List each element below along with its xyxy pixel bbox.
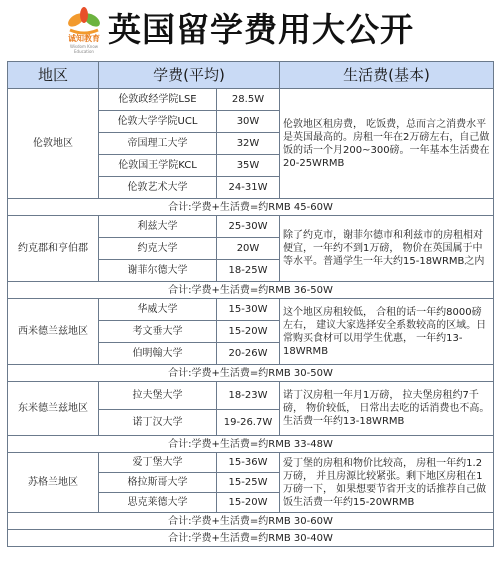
region-cell: 约克郡和亨伯郡: [8, 216, 99, 282]
final-total-row: [8, 530, 494, 547]
tuition-cell: 25-30W: [217, 216, 280, 238]
tuition-cell: 18-25W: [217, 260, 280, 282]
university-cell: 诺丁汉大学: [99, 410, 217, 436]
tuition-cell: 20-26W: [217, 343, 280, 365]
column-header-living: 生活费(基本): [280, 62, 494, 89]
tuition-cell: 15-20W: [217, 321, 280, 343]
tuition-cell: 15-20W: [217, 493, 280, 513]
total-cell: 合计:学费+生活费=约RMB 36-50W: [8, 282, 494, 299]
living-cost-cell: 爱丁堡的房租和物价比较高， 房租一年约1.2万磅， 并且房源比较紧张。剩下地区房租在1万磅一下， 如果想要节省开支的话推荐自己做饭生活费一年约15-20WRMB: [280, 453, 494, 513]
university-cell: 谢菲尔德大学: [99, 260, 217, 282]
region-cell: 苏格兰地区: [8, 453, 99, 513]
region-cell: 西米德兰兹地区: [8, 299, 99, 365]
university-cell: 约克大学: [99, 238, 217, 260]
tuition-cell: 24-31W: [217, 177, 280, 199]
total-cell: 合计:学费+生活费=约RMB 30-50W: [8, 365, 494, 382]
living-cost-cell: 伦敦地区租房费， 吃饭费，总而言之消费水平是英国最高的。房租一年在2万磅左右，自己做饭的话一个月200~300磅。一年基本生活费在20-25WRMB: [280, 89, 494, 199]
region-cell: 东米德兰兹地区: [8, 382, 99, 436]
living-cost-cell: 这个地区房租较低， 合租的话一年约8000磅左右， 建议大家选择安全系数较高的区域。日常购买食材可以用学生优惠， 一年约13-18WRMB: [280, 299, 494, 365]
university-cell: 格拉斯哥大学: [99, 473, 217, 493]
fees-table: [7, 61, 494, 547]
total-cell: 合计:学费+生活费=约RMB 30-60W: [8, 513, 494, 530]
tuition-cell: 30W: [217, 111, 280, 133]
region-cell: 伦敦地区: [8, 89, 99, 199]
university-cell: 伦敦国王学院KCL: [99, 155, 217, 177]
total-row: [8, 513, 494, 530]
total-row: [8, 199, 494, 216]
living-cost-cell: 诺丁汉房租一年月1万磅， 拉夫堡房租约7千磅， 物价较低， 日常出去吃的话消费也不高。生活费一年约13-18WRMB: [280, 382, 494, 436]
living-cost-cell: 除了约克市，谢菲尔德市和利兹市的房租相对便宜，一年约不到1万磅， 物价在英国属于中等水平。普通学生一年大约15-18WRMB之内: [280, 216, 494, 282]
total-row: [8, 365, 494, 382]
final-total-cell: 合计:学费+生活费=约RMB 30-40W: [8, 530, 494, 547]
university-cell: 帝国理工大学: [99, 133, 217, 155]
university-cell: 伯明翰大学: [99, 343, 217, 365]
tuition-cell: 15-36W: [217, 453, 280, 473]
university-cell: 华威大学: [99, 299, 217, 321]
tuition-cell: 15-30W: [217, 299, 280, 321]
university-cell: 伦敦政经学院LSE: [99, 89, 217, 111]
page-title: 英国留学费用大公开: [108, 10, 414, 49]
header: [0, 0, 500, 58]
university-cell: 考文垂大学: [99, 321, 217, 343]
table-row: [8, 299, 494, 321]
column-header-tuition: 学费(平均): [99, 62, 280, 89]
total-row: [8, 282, 494, 299]
tuition-cell: 32W: [217, 133, 280, 155]
tuition-cell: 20W: [217, 238, 280, 260]
university-cell: 利兹大学: [99, 216, 217, 238]
total-row: [8, 436, 494, 453]
total-cell: 合计:学费+生活费=约RMB 45-60W: [8, 199, 494, 216]
table-row: [8, 453, 494, 473]
university-cell: 伦敦大学学院UCL: [99, 111, 217, 133]
table-row: [8, 216, 494, 238]
table-row: [8, 89, 494, 111]
tuition-cell: 35W: [217, 155, 280, 177]
tuition-cell: 19-26.7W: [217, 410, 280, 436]
total-cell: 合计:学费+生活费=约RMB 33-48W: [8, 436, 494, 453]
logo-text: 诚知教育: [68, 34, 100, 43]
university-cell: 伦敦艺术大学: [99, 177, 217, 199]
university-cell: 思克莱德大学: [99, 493, 217, 513]
logo-subtitle: Wisdom Know Education: [69, 44, 99, 54]
table-row: [8, 382, 494, 410]
tuition-cell: 28.5W: [217, 89, 280, 111]
university-cell: 拉夫堡大学: [99, 382, 217, 410]
university-cell: 爱丁堡大学: [99, 453, 217, 473]
tuition-cell: 18-23W: [217, 382, 280, 410]
table-header-row: [8, 62, 494, 89]
tuition-cell: 15-25W: [217, 473, 280, 493]
column-header-region: 地区: [8, 62, 99, 89]
